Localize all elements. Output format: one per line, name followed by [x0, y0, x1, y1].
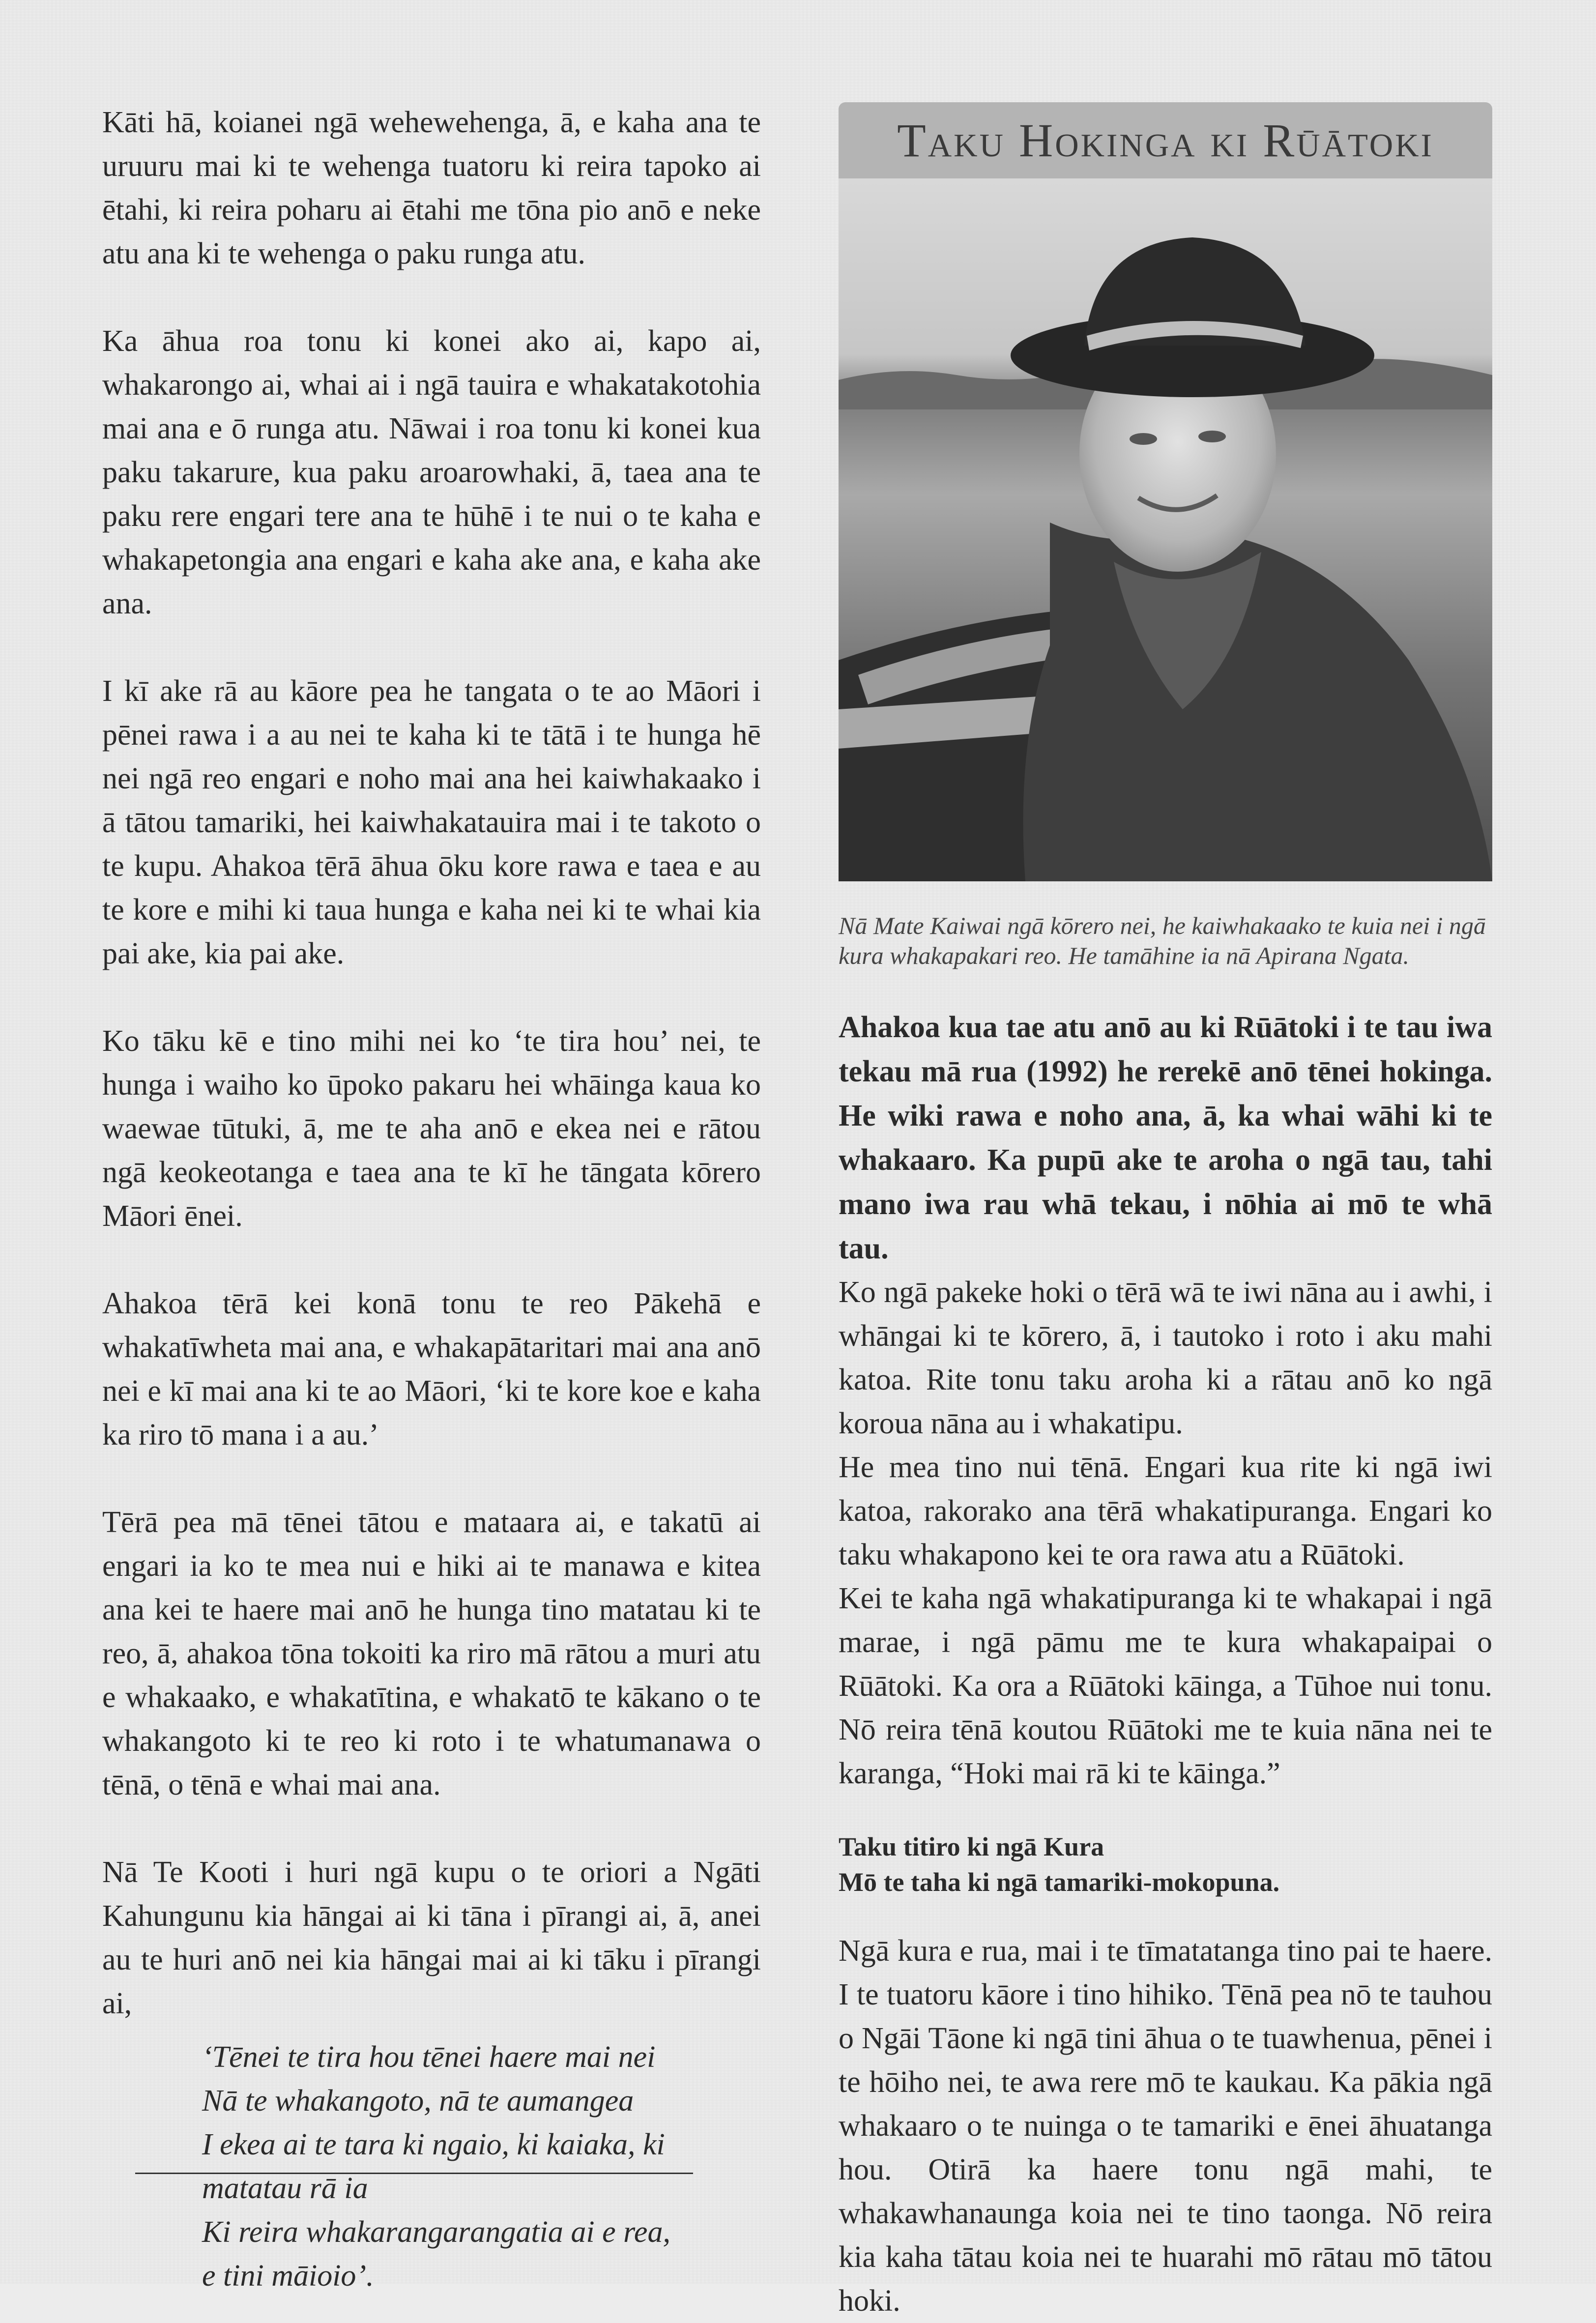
paragraph: Tērā pea mā tēnei tātou e mataara ai, e takatū ai engari ia ko te mea nui e hiki ai te manawa e kitea ana kei te haere mai anō he hunga tino matatau ki te reo, ā, ahakoa tōna tokoiti ka riro mā rātou a muri atu e whakaako, e whakatītina, e whakatō te kākano o te whakangoto ki te reo ki roto i te whatumanawa o tēnā, o tēnā e whai mai ana. [102, 1506, 761, 1801]
verse-line: matatau rā ia [202, 2172, 368, 2205]
verse-line: ‘Tēnei te tira hou tēnei haere mai nei [202, 2040, 656, 2074]
photo-caption: Nā Mate Kaiwai ngā kōrero nei, he kaiwhakaako te kuia nei i ngā kura whakapakari reo. He tamāhine ia nā Apirana Ngata. [839, 912, 1486, 969]
paragraph: Kei te kaha ngā whakatipuranga ki te whakapai i ngā marae, i ngā pāmu me te kura whakapaipai o Rūātoki. Ka ora a Rūātoki kāinga, a Tūhoe nui tonu. Nō reira tēnā koutou Rūātoki me te kuia nāna nei te karanga, “Hoki mai rā ki te kāinga.” [839, 1582, 1492, 1790]
paragraph: Ka āhua roa tonu ki konei ako ai, kapo ai, whakarongo ai, whai ai i ngā tauira e whakatakotohia mai ana e ō runga atu. Nāwai i roa tonu ki konei kua paku takarure, kua paku aroarowhaki, ā, taea ana te paku rere engari tere ana te hūhē i te nui o te kaha e whakapetongia ana engari e kaha ake ana, e kaha ake ana. [102, 324, 761, 620]
right-column [839, 102, 1492, 2323]
article-title-text: Taku Hokinga ki Rūātoki [897, 114, 1434, 167]
section-heading [839, 1829, 1492, 1900]
verse-line: I ekea ai te tara ki ngaio, ki kaiaka, ki [202, 2128, 665, 2161]
paragraph: Ko ngā pakeke hoki o tērā wā te iwi nāna au i awhi, i whāngai ki te kōrero, ā, i tautoko i roto i aku mahi katoa. Rite tonu taku aroha ki a rātau anō ko ngā koroua nāna au i whakatipu. [839, 1276, 1492, 1440]
closing-paragraph: Ngā kura e rua, mai i te tīmatatanga tino pai te haere. I te tuatoru kāore i tino hihiko. Tēnā pea nō te tauhou o Ngāi Tāone ki ngā tini āhua o te tuawhenua, pēnei i te hōiho nei, te awa rere mō te kaukau. Ka pākia ngā whakaaro o te nuinga o te tamariki e ēnei āhuatanga hou. Otirā ka haere tonu ngā mahi, te whakawhanaunga koia nei te tino taonga. Nō reira kia kaha tātau koia nei te huarahi mō rātau mō tātou hoki. [839, 1934, 1492, 2318]
paragraph: Kāti hā, koianei ngā wehewehenga, ā, e kaha ana te uruuru mai ki te wehenga tuatoru ki reira tapoko ai ētahi, ki reira poharu ai ētahi me tōna pio anō e neke atu ana ki te wehenga o paku runga atu. [102, 106, 761, 270]
paragraph: I kī ake rā au kāore pea he tangata o te ao Māori i pēnei rawa i a au nei te kaha ki te tātā i te hunga hē nei ngā reo engari e noho mai ana hei kaiwhakaako i ā tātou tamariki, hei kaiwhakatauira mai i te takoto o te kupu. Ahakoa tērā āhua ōku kore rawa e taea e au te kore e mihi ki taua hunga e kaha nei ki te whai kia pai ake, kia pai ake. [102, 674, 761, 970]
portrait-photo [839, 178, 1492, 881]
body-text [839, 1271, 1492, 1796]
paragraph: Nā Te Kooti i huri ngā kupu o te oriori a Ngāti Kahungunu kia hāngai ai ki tāna i pīrangi ai, ā, anei au te huri anō nei kia hāngai mai ai ki tāku i pīrangi ai, [102, 1856, 761, 2020]
divider-rule [135, 2173, 693, 2174]
paragraph: Ko tāku kē e tino mihi nei ko ‘te tira hou’ nei, te hunga i waiho ko ūpoko pakaru hei whāinga kaua ko waewae tūtuki, ā, me te aha anō e ekea nei e rātou ngā keokeotanga e taea ana te kī he tāngata kōrero Māori ēnei. [102, 1024, 761, 1233]
section-heading-line: Mō te taha ki ngā tamariki-mokopuna. [839, 1867, 1280, 1897]
oriori-verse [202, 2035, 761, 2298]
paragraph: Ahakoa tērā kei konā tonu te reo Pākehā e whakatīwheta mai ana, e whakapātaritari mai ana anō nei e kī mai ana ki te ao Māori, ‘ki te kore koe e kaha ka riro tō mana i a au.’ [102, 1287, 761, 1452]
verse-line: Ki reira whakarangarangatia ai e rea, [202, 2215, 670, 2249]
verse-line: Nā te whakangoto, nā te aumangea [202, 2084, 634, 2118]
verse-line: e tini māioio’. [202, 2259, 374, 2293]
lead-paragraph: Ahakoa kua tae atu anō au ki Rūātoki i te tau iwa tekau mā rua (1992) he rerekē anō tēnei hokinga. He wiki rawa e noho ana, ā, ka whai wāhi ki te whakaaro. Ka pupū ake te aroha o ngā tau, tahi mano iwa rau whā tekau, i nōhia ai mō te whā tau. [839, 1011, 1492, 1265]
left-column [102, 101, 761, 2298]
section-heading-line: Taku titiro ki ngā Kura [839, 1832, 1104, 1861]
paragraph: He mea tino nui tēnā. Engari kua rite ki ngā iwi katoa, rakorako ana tērā whakatipuranga. Engari ko taku whakapono kei te ora rawa atu a Rūātoki. [839, 1451, 1492, 1571]
article-title [839, 102, 1492, 178]
